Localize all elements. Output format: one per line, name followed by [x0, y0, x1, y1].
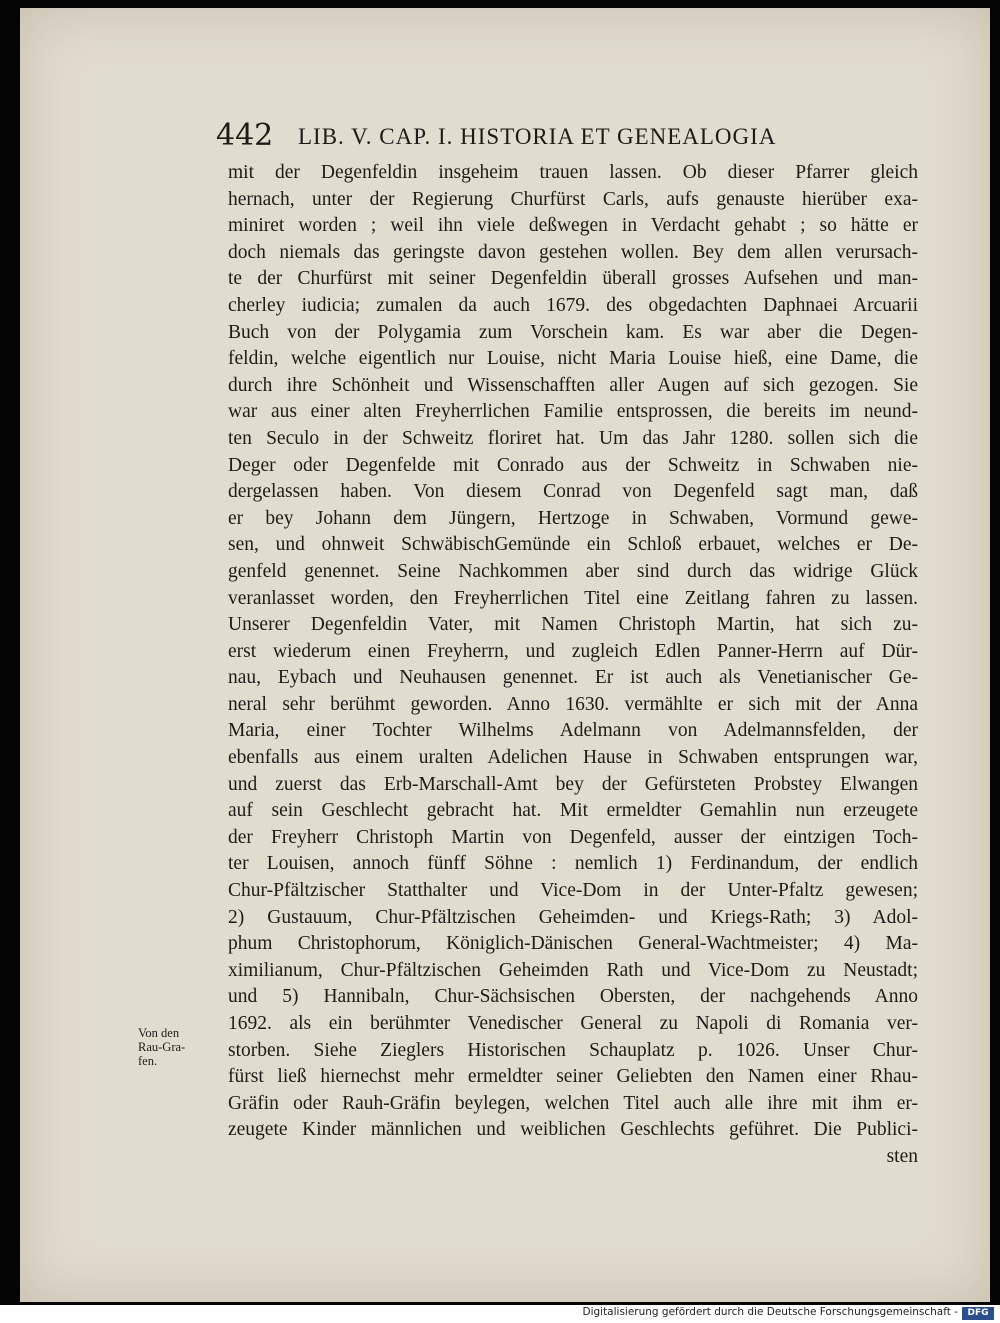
page-number: 442 — [216, 118, 274, 153]
text-line: Unserer Degenfeldin Vater, mit Namen Christoph Martin, hat sich zu- — [228, 614, 918, 636]
text-line: genfeld genennet. Seine Nachkommen aber sind durch das widrige Glück — [228, 560, 918, 582]
text-line: er bey Johann dem Jüngern, Hertzoge in Schwaben, Vormund gewe- — [228, 507, 918, 529]
text-line: Maria, einer Tochter Wilhelms Adelmann von Adelmannsfelden, der — [228, 720, 918, 742]
text-line: neral sehr berühmt geworden. Anno 1630. vermählte er sich mit der Anna — [228, 693, 918, 715]
running-title: LIB. V. CAP. I. HISTORIA ET GENEALOGIA — [298, 124, 777, 149]
text-line: phum Christophorum, Königlich-Dänischen General-Wachtmeister; 4) Ma- — [228, 933, 918, 955]
text-line: Gräfin oder Rauh-Gräfin beylegen, welchen Titel auch alle ihre mit ihm er- — [228, 1092, 918, 1114]
text-line: ximilianum, Chur-Pfältzischen Geheimden Rath und Vice-Dom zu Neustadt; — [228, 959, 918, 981]
body-text — [228, 160, 918, 1171]
text-line: hernach, unter der Regierung Churfürst Carls, aufs genauste hierüber exa- — [228, 188, 918, 210]
text-line: durch ihre Schönheit und Wissenschafften aller Augen auf sich gezogen. Sie — [228, 374, 918, 396]
dfg-logo-icon[interactable]: DFG — [962, 1307, 994, 1320]
text-line: 1692. als ein berühmter Venedischer General zu Napoli di Romania ver- — [228, 1013, 918, 1034]
catchword: sten — [886, 1145, 918, 1167]
text-line: Chur-Pfältzischer Statthalter und Vice-Dom in der Unter-Pfaltz gewesen; — [228, 880, 918, 902]
text-line: 2) Gustauum, Chur-Pfältzischen Geheimden- und Kriegs-Rath; 3) Adol- — [228, 906, 918, 928]
margin-note — [138, 1026, 208, 1068]
text-line: Buch von der Polygamia zum Vorschein kam. Es war aber die Degen- — [228, 321, 918, 343]
text-line: veranlasset worden, den Freyherrlichen Titel eine Zeitlang fahren zu lassen. — [228, 587, 918, 609]
text-line: ten Seculo in der Schweitz floriret hat. Um das Jahr 1280. sollen sich die — [228, 427, 918, 449]
text-line: zeugete Kinder männlichen und weiblichen Geschlechts geführet. Die Publici- — [228, 1119, 918, 1141]
text-line: mit der Degenfeldin insgeheim trauen lassen. Ob dieser Pfarrer gleich — [228, 162, 918, 183]
text-line: te der Churfürst mit seiner Degenfeldin überall grosses Aufsehen und man- — [228, 268, 918, 290]
funding-notice: Digitalisierung gefördert durch die Deutsche Forschungsgemeinschaft - — [582, 1306, 958, 1318]
text-line: storben. Siehe Zieglers Historischen Schauplatz p. 1026. Unser Chur- — [228, 1039, 918, 1061]
text-line: cherley iudicia; zumalen da auch 1679. des obgedachten Daphnaei Arcuarii — [228, 294, 918, 316]
margin-note-line: fen. — [138, 1054, 158, 1068]
text-line: Deger oder Degenfelde mit Conrado aus der Schweitz in Schwaben nie- — [228, 454, 918, 476]
text-line: und 5) Hannibaln, Chur-Sächsischen Obersten, der nachgehends Anno — [228, 986, 918, 1008]
text-line: nau, Eybach und Neuhausen genennet. Er ist auch als Venetianischer Ge- — [228, 667, 918, 689]
margin-note-line: Rau-Gra- — [138, 1040, 186, 1054]
running-head — [216, 116, 816, 156]
text-line: auf sein Geschlecht gebracht hat. Mit ermeldter Gemahlin nun erzeugete — [228, 800, 918, 822]
text-line: der Freyherr Christoph Martin von Degenfeld, ausser der eintzigen Toch- — [228, 826, 918, 848]
text-line: fürst ließ hiernechst mehr ermeldter seiner Geliebten den Namen einer Rhau- — [228, 1066, 918, 1088]
text-line: ter Louisen, annoch fünff Söhne : nemlich 1) Ferdinandum, der endlich — [228, 853, 918, 875]
text-line: sen, und ohnweit SchwäbischGemünde ein Schloß erbauet, welches er De- — [228, 534, 918, 556]
margin-note-line: Von den — [138, 1026, 180, 1040]
text-line: doch niemals das geringste davon gestehen wollen. Bey dem allen verursach- — [228, 241, 918, 263]
text-line: dergelassen haben. Von diesem Conrad von Degenfeld sagt man, daß — [228, 481, 918, 503]
text-line: miniret worden ; weil ihn viele deßwegen in Verdacht gehabt ; so hätte er — [228, 215, 918, 237]
text-line: erst wiederum einen Freyherrn, und zugleich Edlen Panner-Herrn auf Dür- — [228, 640, 918, 662]
text-line: und zuerst das Erb-Marschall-Amt bey der Gefürsteten Probstey Elwangen — [228, 773, 918, 795]
text-line: ebenfalls aus einem uralten Adelichen Hause in Schwaben entsprungen war, — [228, 747, 918, 769]
footer-bar — [0, 1305, 1000, 1323]
text-line: war aus einer alten Freyherrlichen Familie entsprossen, die bereits im neund- — [228, 401, 918, 423]
text-line: feldin, welche eigentlich nur Louise, nicht Maria Louise hieß, eine Dame, die — [228, 348, 918, 370]
